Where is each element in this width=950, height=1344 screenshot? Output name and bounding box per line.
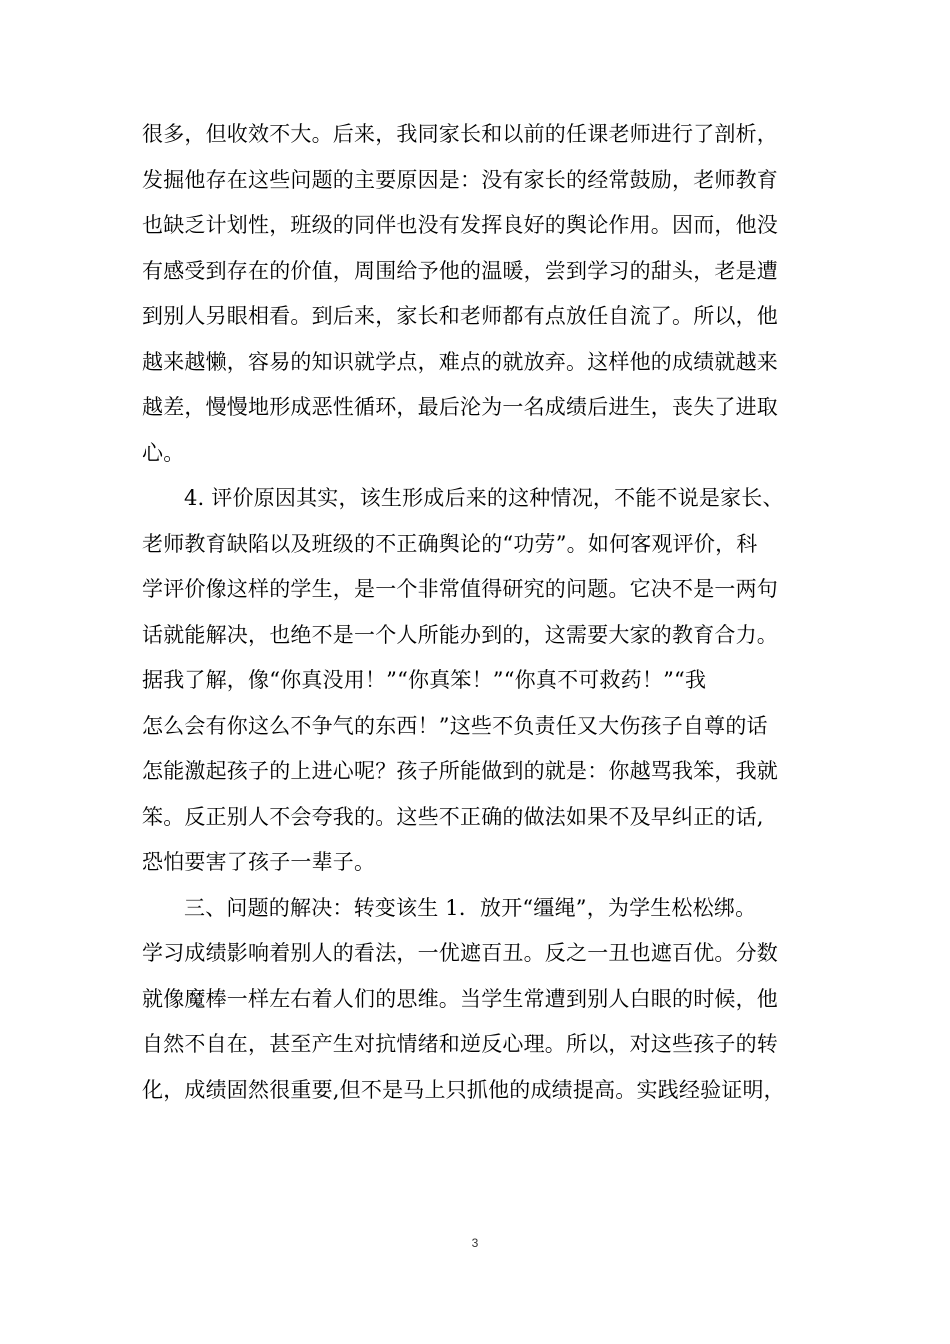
text-line: 老师教育缺陷以及班级的不正确舆论的“功劳”。如何客观评价，科 xyxy=(142,531,758,556)
text-line: 恐怕要害了孩子一辈子。 xyxy=(142,850,376,874)
text-line: 发掘他存在这些问题的主要原因是：没有家长的经常鼓励，老师教育 xyxy=(142,167,778,192)
text-line: 学评价像这样的学生，是一个非常值得研究的问题。它决不是一两句 xyxy=(142,577,778,601)
page-number: 3 xyxy=(471,1236,479,1250)
text-line: 据我了解，像“你真没用！”“你真笨！”“你真不可救药！”“我 xyxy=(142,668,707,692)
text-line: 学习成绩影响着别人的看法，一优遮百丑。反之一丑也遮百优。分数 xyxy=(142,941,778,965)
text-line: 笨。反正别人不会夸我的。这些不正确的做法如果不及早纠正的话, xyxy=(142,804,764,829)
text-line: 怎么会有你这么不争气的东西！”这些不负责任又大伤孩子自尊的话 xyxy=(142,713,768,738)
text-line: 到别人另眼相看。到后来，家长和老师都有点放任自流了。所以，他 xyxy=(142,304,778,328)
text-line: 化，成绩固然很重要,但不是马上只抓他的成绩提高。实践经验证明， xyxy=(142,1077,785,1102)
paragraph-1 xyxy=(142,112,810,476)
text-line: 有感受到存在的价值，周围给予他的温暖，尝到学习的甜头，老是遭 xyxy=(142,258,778,283)
text-line: 怎能激起孩子的上进心呢？孩子所能做到的就是：你越骂我笨，我就 xyxy=(142,759,778,783)
paragraph-2 xyxy=(142,476,810,886)
text-line: 自然不自在，甚至产生对抗情绪和逆反心理。所以，对这些孩子的转 xyxy=(142,1032,778,1056)
text-line: 越来越懒，容易的知识就学点，难点的就放弃。这样他的成绩就越来 xyxy=(142,349,778,374)
text-line: 越差，慢慢地形成恶性循环，最后沦为一名成绩后进生，丧失了进取 xyxy=(142,395,778,419)
text-line: 很多，但收效不大。后来，我同家长和以前的任课老师进行了剖析， xyxy=(142,122,778,146)
text-line: 心。 xyxy=(142,440,185,465)
text-line: 也缺乏计划性，班级的同伴也没有发挥良好的舆论作用。因而，他没 xyxy=(142,213,778,237)
text-line: 三、问题的解决：转变该生 1．放开“缰绳”，为学生松松绑。 xyxy=(184,895,757,920)
text-line: 4. 评价原因其实，该生形成后来的这种情况，不能不说是家长、 xyxy=(184,486,784,510)
text-line: 话就能解决，也绝不是一个人所能办到的，这需要大家的教育合力。 xyxy=(142,622,778,647)
document-body xyxy=(142,112,810,1113)
text-line: 就像魔棒一样左右着人们的思维。当学生常遭到别人白眼的时候，他 xyxy=(142,986,778,1011)
paragraph-3 xyxy=(142,886,810,1114)
